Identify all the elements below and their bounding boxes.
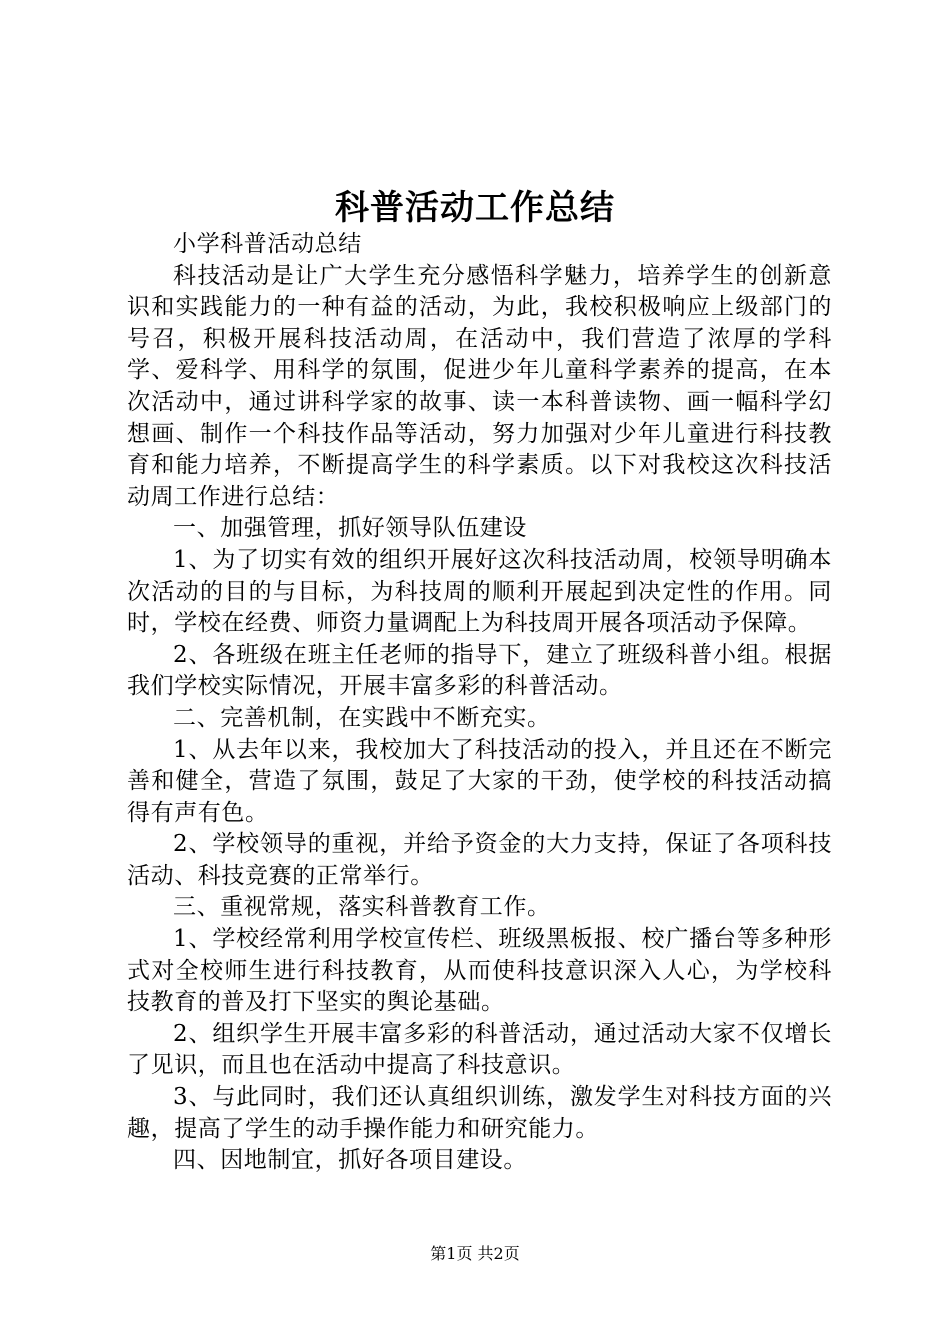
paragraph: 2、各班级在班主任老师的指导下，建立了班级科普小组。根据我们学校实际情况，开展丰富多彩的科普活动。 — [127, 641, 832, 700]
section-heading-1: 一、加强管理，抓好领导队伍建设 — [173, 515, 527, 542]
paragraph: 1、从去年以来，我校加大了科技活动的投入，并且还在不断完善和健全，营造了氛围，鼓足了大家的干劲，使学校的科技活动搞得有声有色。 — [127, 736, 832, 826]
paragraph: 1、学校经常利用学校宣传栏、班级黑板报、校广播台等多种形式对全校师生进行科技教育，从而使科技意识深入人心，为学校科技教育的普及打下坚实的舆论基础。 — [127, 926, 832, 1016]
paragraph-intro: 科技活动是让广大学生充分感悟科学魅力，培养学生的创新意识和实践能力的一种有益的活动，为此，我校积极响应上级部门的号召，积极开展科技活动周，在活动中，我们营造了浓厚的学科学、爱科学、用科学的氛围，促进少年儿童科学素养的提高，在本次活动中，通过讲科学家的故事、读一本科普读物、画一幅科学幻想画、制作一个科技作品等活动，努力加强对少年儿童进行科技教育和能力培养，不断提高学生的科学素质。以下对我校这次科技活动周工作进行总结： — [127, 262, 832, 510]
section-heading-3: 三、重视常规，落实科普教育工作。 — [173, 894, 551, 921]
document-body — [127, 229, 832, 1177]
paragraph: 1、为了切实有效的组织开展好这次科技活动周，校领导明确本次活动的目的与目标，为科技周的顺利开展起到决定性的作用。同时，学校在经费、师资力量调配上为科技周开展各项活动予保障。 — [127, 546, 832, 637]
paragraph-subtitle: 小学科普活动总结 — [173, 231, 362, 257]
page-footer: 第1页 共2页 — [430, 1244, 520, 1263]
paragraph: 2、学校领导的重视，并给予资金的大力支持，保证了各项科技活动、科技竞赛的正常举行。 — [127, 831, 832, 889]
section-heading-4: 四、因地制宜，抓好各项目建设。 — [173, 1147, 527, 1174]
paragraph: 3、与此同时，我们还认真组织训练，激发学生对科技方面的兴趣，提高了学生的动手操作能力和研究能力。 — [127, 1084, 832, 1142]
document-title: 科普活动工作总结 — [335, 188, 615, 228]
paragraph: 2、组织学生开展丰富多彩的科普活动，通过活动大家不仅增长了见识，而且也在活动中提高了科技意识。 — [127, 1020, 832, 1079]
section-heading-2: 二、完善机制，在实践中不断充实。 — [173, 704, 551, 731]
